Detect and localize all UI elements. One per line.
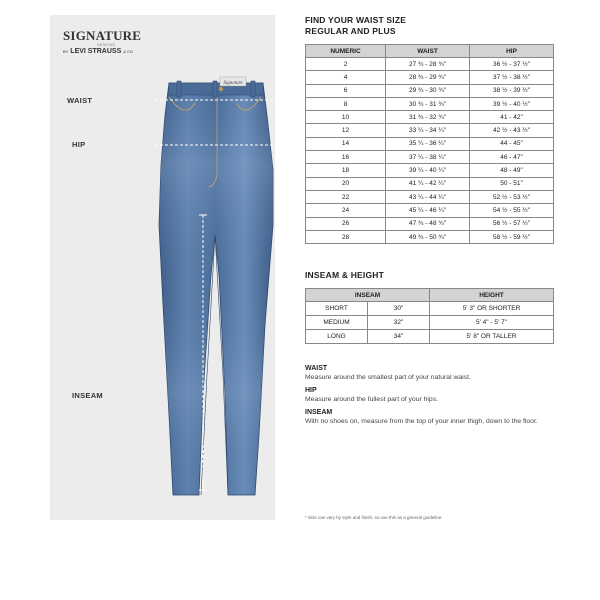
inseam-section [305,270,553,281]
size-cell: 26 [306,217,386,230]
waist-cell: 29 ¾ - 30 ¾" [386,84,470,97]
col-header-waist: WAIST [386,45,470,58]
table-row [306,71,554,84]
brand-signature-sub: DESIGNS [97,42,116,47]
table-row [306,190,554,203]
waist-cell: 39 ¼ - 40 ¼" [386,164,470,177]
table-row [306,97,554,110]
table-row [306,177,554,190]
inseam-chart-title: INSEAM & HEIGHT [305,270,385,280]
col-header-hip: HIP [470,45,554,58]
table-row [306,58,554,71]
waist-label: WAIST [67,96,93,105]
hip-cell: 44 - 45" [470,137,554,150]
waist-cell: 49 ¾ - 50 ¾" [386,230,470,243]
hip-cell: 48 - 49" [470,164,554,177]
waist-cell: 27 ¾ - 28 ¾" [386,58,470,71]
inseam-cell: 30" [368,302,430,316]
table-row [306,230,554,243]
table-row [306,164,554,177]
definition-term: INSEAM [305,409,333,416]
hip-cell: 54 ½ - 55 ½" [470,204,554,217]
inseam-label: INSEAM [72,391,103,400]
hip-cell: 42 ½ - 43 ½" [470,124,554,137]
definition-item [305,364,553,382]
table-header-row [306,45,554,58]
table-row [306,204,554,217]
definition-item [305,408,553,426]
waist-cell: 43 ¼ - 44 ¼" [386,190,470,203]
hip-cell: 41 - 42" [470,111,554,124]
brand-logo [63,29,163,56]
hip-cell: 46 - 47" [470,151,554,164]
size-cell: 16 [306,151,386,164]
waist-cell: 31 ¾ - 32 ¾" [386,111,470,124]
waist-cell: 28 ¾ - 29 ¾" [386,71,470,84]
length-cell: MEDIUM [306,316,368,330]
col-header-inseam: INSEAM [306,289,430,302]
inseam-height-table [305,288,554,344]
table-row [306,217,554,230]
waist-chart-title: FIND YOUR WAIST SIZE [305,15,407,25]
waist-size-section [305,15,553,37]
brand-levi: BY LEVI STRAUSS & CO [63,48,133,55]
size-cell: 4 [306,71,386,84]
measurement-definitions [305,364,553,426]
inseam-cell: 32" [368,316,430,330]
brand-signature: SIGNATURE [63,28,142,43]
size-cell: 24 [306,204,386,217]
waist-cell: 37 ¼ - 38 ¼" [386,151,470,164]
size-cell: 8 [306,97,386,110]
col-header-numeric: NUMERIC [306,45,386,58]
table-row [306,316,554,330]
hip-label: HIP [72,140,86,149]
definition-desc: Measure around the smallest part of your natural waist. [305,374,471,381]
table-row [306,111,554,124]
waist-cell: 33 ¼ - 34 ¼" [386,124,470,137]
size-cell: 12 [306,124,386,137]
size-cell: 28 [306,230,386,243]
table-header-row [306,289,554,302]
table-row [306,330,554,344]
product-image-panel [50,15,275,520]
hip-cell: 52 ½ - 53 ½" [470,190,554,203]
footnote-wrap [305,515,553,520]
waist-size-table [305,44,554,244]
waist-cell: 47 ¾ - 48 ¾" [386,217,470,230]
inseam-cell: 34" [368,330,430,344]
definition-desc: Measure around the fullest part of your hips. [305,396,438,403]
size-cell: 22 [306,190,386,203]
jeans-illustration [155,75,305,525]
definition-term: WAIST [305,365,328,372]
hip-cell: 58 ½ - 59 ½" [470,230,554,243]
height-cell: 5' 3" OR SHORTER [430,302,554,316]
height-cell: 5' 8" OR TALLER [430,330,554,344]
table-row [306,302,554,316]
jeans-tag: Signature [223,81,243,86]
definition-item [305,386,553,404]
hip-cell: 36 ½ - 37 ½" [470,58,554,71]
table-row [306,151,554,164]
inseam-table-wrap [305,288,553,344]
waist-cell: 45 ¼ - 46 ¼" [386,204,470,217]
hip-cell: 37 ½ - 38 ½" [470,71,554,84]
length-cell: SHORT [306,302,368,316]
height-cell: 5' 4" - 5' 7" [430,316,554,330]
col-header-height: HEIGHT [430,289,554,302]
size-cell: 18 [306,164,386,177]
size-cell: 10 [306,111,386,124]
definition-desc: With no shoes on, measure from the top of your inner thigh, down to the floor. [305,418,538,425]
hip-cell: 56 ½ - 57 ½" [470,217,554,230]
waist-chart-subtitle: REGULAR AND PLUS [305,26,396,36]
table-row [306,137,554,150]
hip-cell: 38 ½ - 39 ½" [470,84,554,97]
waist-cell: 30 ¾ - 31 ¾" [386,97,470,110]
waist-table-wrap [305,44,553,244]
length-cell: LONG [306,330,368,344]
hip-cell: 39 ½ - 40 ½" [470,97,554,110]
table-row [306,124,554,137]
size-cell: 6 [306,84,386,97]
definition-term: HIP [305,387,317,394]
size-cell: 2 [306,58,386,71]
waist-cell: 41 ¼ - 42 ¼" [386,177,470,190]
size-cell: 14 [306,137,386,150]
waist-cell: 35 ¼ - 36 ¼" [386,137,470,150]
footnote: * Size can vary by style and finish, so use this as a general guideline. [305,515,443,520]
size-cell: 20 [306,177,386,190]
hip-cell: 50 - 51" [470,177,554,190]
table-row [306,84,554,97]
